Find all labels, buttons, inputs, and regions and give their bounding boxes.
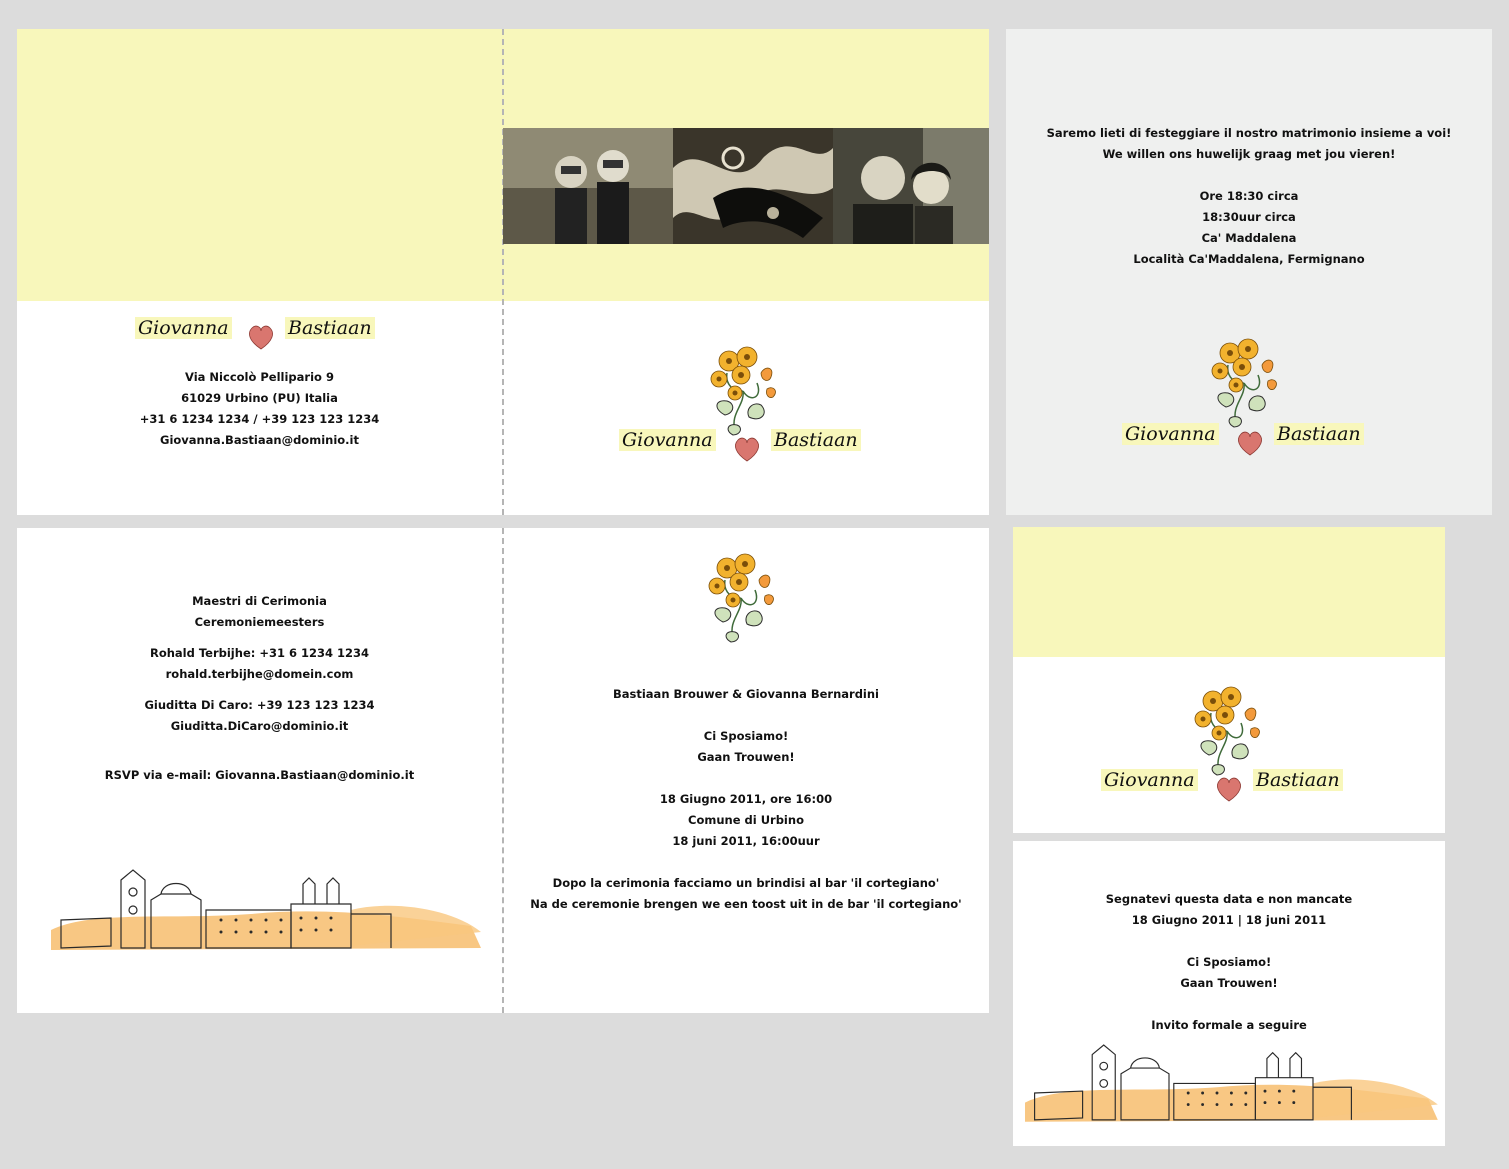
urbino-skyline-illustration (47, 864, 487, 956)
reception-time-nl: 18:30uur circa (1202, 210, 1296, 224)
bride-name-logo: Giovanna (135, 317, 232, 339)
urbino-skyline-illustration (1021, 1039, 1441, 1131)
bride-name-logo: Giovanna (1122, 423, 1219, 445)
contact1-email: rohald.terbijhe@domein.com (165, 667, 354, 681)
heart-icon (1215, 775, 1243, 803)
ceremony-place: Comune di Urbino (688, 813, 804, 827)
yellow-band (1013, 527, 1445, 657)
headline-it: Ci Sposiamo! (703, 729, 789, 743)
inner-folded-card (17, 528, 989, 1013)
save-line1: Segnatevi questa data e non mancate (1105, 892, 1353, 906)
headline-nl: Gaan Trouwen! (697, 750, 795, 764)
ceremony-date-it: 18 Giugno 2011, ore 16:00 (659, 792, 833, 806)
save-note: Invito formale a seguire (1151, 1018, 1307, 1032)
contact2-phone: Giuditta Di Caro: +39 123 123 1234 (144, 698, 375, 712)
heart-icon (733, 435, 761, 463)
save-line2: 18 Giugno 2011 | 18 juni 2011 (1131, 913, 1327, 927)
groom-name-logo: Bastiaan (1274, 423, 1364, 445)
save-headline-nl: Gaan Trouwen! (1180, 976, 1278, 990)
contact1-phone: Rohald Terbijhe: +31 6 1234 1234 (149, 646, 370, 660)
logo-names (1122, 423, 1382, 467)
groom-name-logo: Bastiaan (771, 429, 861, 451)
reception-location: Località Ca'Maddalena, Fermignano (1133, 252, 1365, 266)
after-ceremony-nl: Na de ceremonie brengen we een toost uit in de bar 'il cortegiano' (530, 897, 962, 911)
address-block (17, 367, 502, 451)
after-ceremony-it: Dopo la cerimonia facciamo un brindisi al bar 'il cortegiano' (552, 876, 940, 890)
reception-text (1006, 123, 1492, 270)
logo-names-left (135, 317, 385, 357)
masters-title-nl: Ceremoniemeesters (194, 615, 325, 629)
art-photo (673, 128, 833, 244)
address-phone: +31 6 1234 1234 / +39 123 123 1234 (139, 412, 380, 426)
photo-strip (503, 128, 989, 244)
invitation-text (503, 684, 989, 915)
couple-photo (833, 128, 989, 244)
save-the-date-text (1013, 889, 1445, 1036)
address-email: Giovanna.Bastiaan@dominio.it (160, 433, 359, 447)
groom-name-logo: Bastiaan (285, 317, 375, 339)
logo-names-right (619, 429, 879, 473)
reception-time-it: Ore 18:30 circa (1199, 189, 1299, 203)
groom-name-logo: Bastiaan (1253, 769, 1343, 791)
ceremony-masters-block (17, 591, 502, 786)
contact2-email: Giuditta.DiCaro@dominio.it (170, 719, 349, 733)
address-city: 61029 Urbino (PU) Italia (181, 391, 338, 405)
heart-icon (247, 323, 275, 351)
couple-full-names: Bastiaan Brouwer & Giovanna Bernardini (612, 687, 879, 701)
flower-icon (703, 550, 783, 646)
fold-line (502, 29, 504, 515)
divers-photo (503, 128, 673, 244)
reception-card (1006, 29, 1492, 515)
reception-line-it: Saremo lieti di festeggiare il nostro matrimonio insieme a voi! (1046, 126, 1452, 140)
reception-venue: Ca' Maddalena (1201, 231, 1297, 245)
save-headline-it: Ci Sposiamo! (1186, 955, 1272, 969)
reception-line-nl: We willen ons huwelijk graag met jou vieren! (1102, 147, 1396, 161)
logo-names (1101, 769, 1361, 813)
bride-name-logo: Giovanna (1101, 769, 1198, 791)
save-the-date-front (1013, 527, 1445, 833)
save-the-date-back (1013, 841, 1445, 1146)
flower-icon (705, 343, 785, 439)
flower-icon (1189, 683, 1269, 779)
flower-icon (1206, 335, 1286, 431)
outer-folded-card (17, 29, 989, 515)
heart-icon (1236, 429, 1264, 457)
masters-title-it: Maestri di Cerimonia (192, 594, 327, 608)
address-street: Via Niccolò Pellipario 9 (185, 370, 334, 384)
rsvp-line: RSVP via e-mail: Giovanna.Bastiaan@dominio.it (104, 768, 415, 782)
ceremony-date-nl: 18 juni 2011, 16:00uur (672, 834, 820, 848)
bride-name-logo: Giovanna (619, 429, 716, 451)
